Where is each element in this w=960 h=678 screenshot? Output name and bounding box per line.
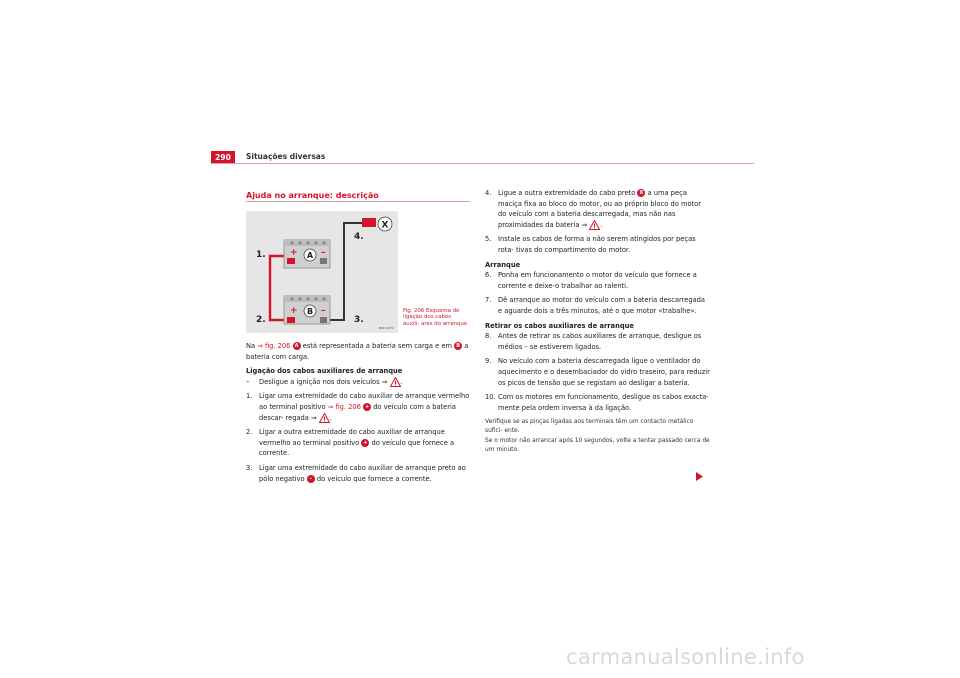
list-item-2: 2. Ligar a outra extremidade do cabo auxiliar de arranque vermelho ao terminal positivo + do veículo que fornece a corrente. (246, 428, 455, 458)
badge-plus: + (364, 403, 370, 410)
list-item-1: 1. Ligar uma extremidade do cabo auxiliar de arranque vermelho ao terminal positivo ⇒ fig. 206 + do veículo com a bateria descar- regada ⇒ . (246, 392, 470, 422)
subhead-ligacao: Ligação dos cabos auxiliares de arranque (246, 367, 403, 376)
subhead-retirar: Retirar os cabos auxiliares de arranque (485, 321, 634, 330)
continue-arrow-icon (696, 472, 703, 481)
svg-text:–: – (321, 306, 326, 316)
label-battery-b: B (306, 307, 314, 316)
note-retry: Se o motor não arrancar após 10 segundos, volte a tentar passado cerca de um minuto. (485, 438, 710, 453)
header-rule (211, 163, 754, 164)
svg-text:+: + (290, 306, 298, 316)
heading-rule (246, 201, 470, 202)
page-heading: Ajuda no arranque: descrição (246, 191, 379, 200)
badge-b: B (454, 342, 462, 350)
list-item-8: 8. Antes de retirar os cabos auxiliares de arranque, desligue os médios – se estiverem ligados. (485, 332, 702, 351)
list-item-10: 10. Com os motores em funcionamento, desligue os cabos exacta- mente pela ordem inversa à da ligação. (485, 393, 709, 412)
jump-start-diagram (246, 211, 398, 333)
label-battery-a: A (306, 251, 314, 260)
badge-plus: + (363, 439, 368, 446)
fig-link-2[interactable]: ⇒ fig. 206 (327, 402, 361, 411)
badge-a: A (293, 342, 301, 350)
label-step-1: 1. (256, 250, 266, 260)
warning-icon (390, 377, 401, 387)
subhead-arranque: Arranque (485, 260, 521, 269)
intro-paragraph: Na ⇒ fig. 206 A está representada a bateria sem carga e em B a bateria com carga. (246, 342, 469, 361)
watermark: carmanualsonline.info (566, 645, 805, 669)
label-step-4: 4. (354, 232, 364, 242)
section-title: Situações diversas (246, 152, 326, 161)
label-step-2: 2. (256, 315, 266, 325)
list-item-3: 3. Ligar uma extremidade do cabo auxiliar de arranque preto ao pólo negativo – do veículo que fornece a corrente. (246, 463, 466, 483)
right-column (485, 188, 711, 454)
list-item-7: 7. Dê arranque ao motor do veículo com a bateria descarregada e aguarde dois a três minutos, até o que motor «trabalhe». (485, 296, 706, 315)
list-item-9: 9. No veículo com a bateria descarregada ligue o ventilador do aquecimento e o desembaciador do vidro traseiro, para reduzir os picos de tensão que se registam ao desligar a bateria. (485, 357, 710, 387)
warning-icon (589, 220, 600, 230)
fig-link[interactable]: ⇒ fig. 206 (257, 342, 291, 350)
diagram-svg (246, 211, 398, 333)
badge-x: X (637, 189, 645, 197)
list-item-4: 4. Ligue a outra extremidade do cabo preto X a uma peça maciça fixa ao bloco do motor, ou ao próprio bloco do motor do veículo com a bateria descarregada, mas não nas proximidades da bateria ⇒ . (485, 189, 702, 229)
label-step-3: 3. (354, 315, 364, 325)
left-column (246, 341, 470, 484)
figure-code: B5P-0039 (379, 326, 394, 330)
page-number: 290 (211, 151, 235, 164)
figure-caption: Fig. 206 Esquema de ligação dos cabos auxili- ares do arranque (403, 308, 468, 327)
svg-text:–: – (321, 248, 326, 258)
dash-item: – Desligue a ignição nos dois veículos ⇒ . (246, 377, 403, 386)
label-ground-x: X (381, 220, 389, 231)
list-item-5: 5. Instale os cabos de forma a não serem atingidos por peças rota- tivas do compartimento do motor. (485, 235, 696, 254)
svg-text:+: + (290, 248, 298, 258)
warning-icon (319, 413, 330, 423)
list-item-6: 6. Ponha em funcionamento o motor do veículo que fornece a corrente e deixe-o trabalhar ao ralenti. (485, 271, 697, 290)
note-contact: Verifique se as pinças ligadas aos terminais têm um contacto metálico sufici- ente. (485, 419, 694, 434)
badge-minus: – (307, 475, 315, 483)
